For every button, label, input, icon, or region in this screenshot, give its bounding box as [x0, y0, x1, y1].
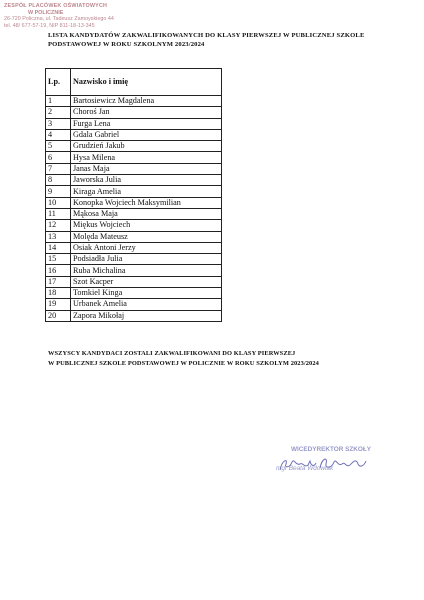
- row-student-name: Urbanek Amelia: [71, 299, 222, 310]
- row-student-name: Zapora Mikołaj: [71, 310, 222, 321]
- row-number: 16: [46, 265, 71, 276]
- table-row: [46, 310, 222, 321]
- table-header-row: [46, 69, 222, 96]
- row-student-name: Grudzień Jakub: [71, 141, 222, 152]
- handwritten-signature: [276, 452, 372, 476]
- signature-stamp-role: WICEDYREKTOR SZKOŁY: [290, 446, 372, 453]
- row-number: 10: [46, 197, 71, 208]
- table-row: [46, 242, 222, 253]
- document-title: LISTA KANDYDATÓW ZAKWALIFIKOWANYCH DO KLASY PIERWSZEJ W PUBLICZNEJ SZKOLE PODSTAWOWEJ W ROKU SZKOLNYM 2023/2024: [48, 32, 365, 48]
- row-student-name: Podsiadła Julia: [71, 254, 222, 265]
- row-number: 8: [46, 175, 71, 186]
- row-student-name: Konopka Wojciech Maksymilian: [71, 197, 222, 208]
- row-student-name: Kiraga Amelia: [71, 186, 222, 197]
- row-student-name: Janas Maja: [71, 163, 222, 174]
- table-row: [46, 152, 222, 163]
- school-stamp-line4: tel. 48/ 677-57-19, NIP 811-18-13-345: [4, 22, 95, 29]
- row-number: 1: [46, 96, 71, 107]
- row-number: 9: [46, 186, 71, 197]
- row-number: 3: [46, 118, 71, 129]
- table-row: [46, 186, 222, 197]
- school-stamp-line3: 26-720 Policzna, ul. Tadeusz Zamoyskiego 44: [4, 16, 114, 23]
- row-student-name: Miękus Wojciech: [71, 220, 222, 231]
- school-stamp: [4, 3, 124, 29]
- row-number: 5: [46, 141, 71, 152]
- row-student-name: Gdala Gabriel: [71, 129, 222, 140]
- table-row: [46, 141, 222, 152]
- row-student-name: Mąkosa Maja: [71, 208, 222, 219]
- header-name: Nazwisko i imię: [71, 69, 222, 96]
- row-student-name: Bartosiewicz Magdalena: [71, 96, 222, 107]
- table-row: [46, 163, 222, 174]
- row-number: 11: [46, 208, 71, 219]
- row-student-name: Choroś Jan: [71, 107, 222, 118]
- table-row: [46, 299, 222, 310]
- summary-line2: W PUBLICZNEJ SZKOLE PODSTAWOWEJ W POLICZNIE W ROKU SZKOLYM 2023/2024: [48, 359, 319, 367]
- row-number: 2: [46, 107, 71, 118]
- row-number: 19: [46, 299, 71, 310]
- row-student-name: Furga Lena: [71, 118, 222, 129]
- table-body: [46, 96, 222, 322]
- table-row: [46, 197, 222, 208]
- table-row: [46, 96, 222, 107]
- row-number: 6: [46, 152, 71, 163]
- candidates-table: [45, 68, 222, 322]
- row-student-name: Tomkiel Kinga: [71, 288, 222, 299]
- row-number: 4: [46, 129, 71, 140]
- row-number: 13: [46, 231, 71, 242]
- school-stamp-line2: W POLICZNIE: [28, 9, 64, 16]
- row-student-name: Hysa Milena: [71, 152, 222, 163]
- row-number: 20: [46, 310, 71, 321]
- table-row: [46, 208, 222, 219]
- row-number: 17: [46, 276, 71, 287]
- row-number: 12: [46, 220, 71, 231]
- table-row: [46, 276, 222, 287]
- row-number: 7: [46, 163, 71, 174]
- table-row: [46, 118, 222, 129]
- summary-line1: WSZYSCY KANDYDACI ZOSTALI ZAKWALIFIKOWANI DO KLASY PIERWSZEJ: [48, 350, 296, 357]
- row-student-name: Molęda Mateusz: [71, 231, 222, 242]
- summary-text: [48, 349, 388, 368]
- table-row: [46, 254, 222, 265]
- row-student-name: Jaworska Julia: [71, 175, 222, 186]
- row-student-name: Ruba Michalina: [71, 265, 222, 276]
- row-number: 18: [46, 288, 71, 299]
- row-number: 15: [46, 254, 71, 265]
- table-row: [46, 288, 222, 299]
- row-student-name: Szot Kacper: [71, 276, 222, 287]
- header-lp: Lp.: [46, 69, 71, 96]
- table-row: [46, 220, 222, 231]
- table-row: [46, 265, 222, 276]
- row-number: 14: [46, 242, 71, 253]
- row-student-name: Osiak Antoni Jerzy: [71, 242, 222, 253]
- table-row: [46, 175, 222, 186]
- table-row: [46, 129, 222, 140]
- table-row: [46, 231, 222, 242]
- school-stamp-line1: ZESPÓŁ PLACÓWEK OŚWIATOWYCH: [4, 3, 108, 9]
- table-row: [46, 107, 222, 118]
- signature-stamp-name: mgr Beata Wdowiak: [276, 465, 334, 472]
